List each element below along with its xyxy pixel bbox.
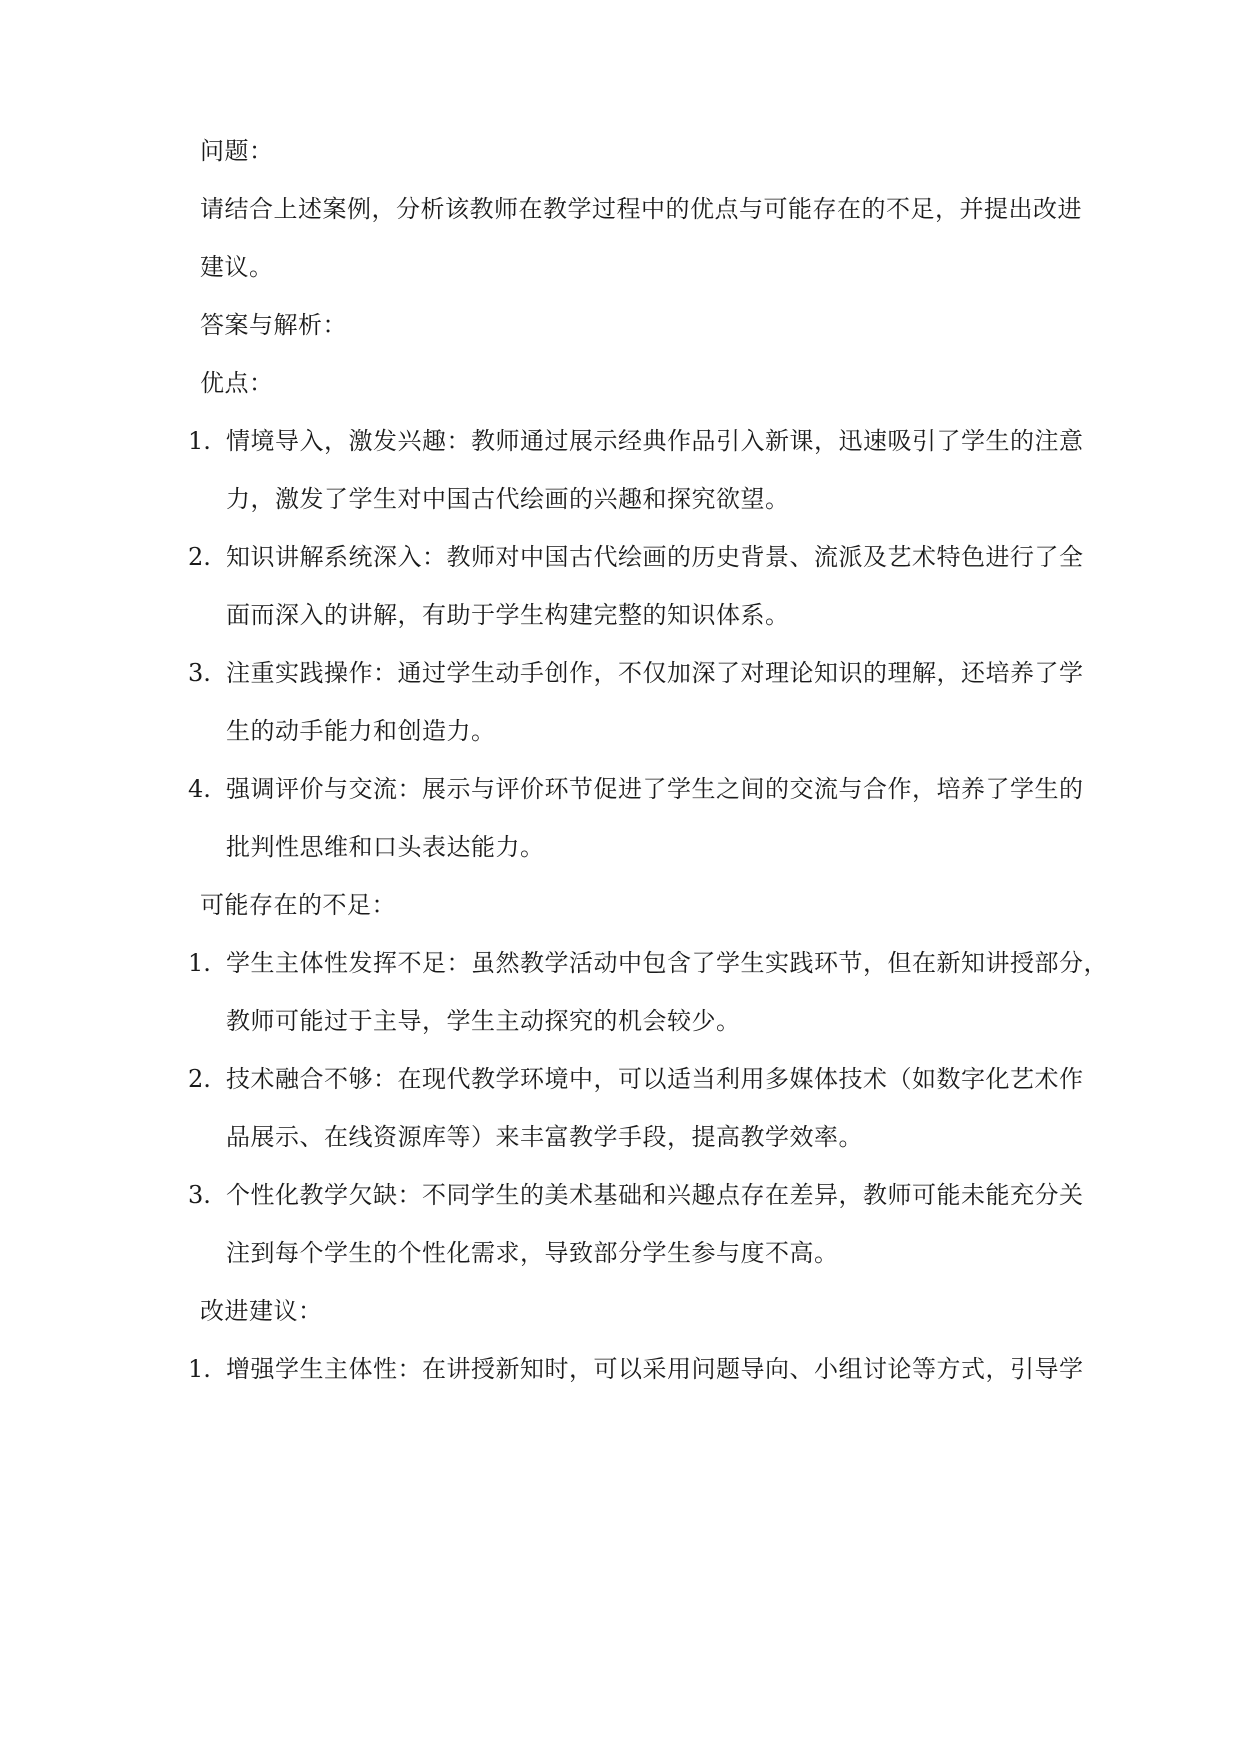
list-item-number: 3. xyxy=(188,659,211,687)
list-item-number: 1. xyxy=(188,949,211,977)
list-item-text: 强调评价与交流：展示与评价环节促进了学生之间的交流与合作，培养了学生的 xyxy=(226,775,1084,803)
list-item-text: 情境导入，激发兴趣：教师通过展示经典作品引入新课，迅速吸引了学生的注意 xyxy=(226,427,1084,455)
list-item-number: 4. xyxy=(188,775,211,803)
list-item-number: 1. xyxy=(188,427,211,455)
list-item-number: 2. xyxy=(188,1065,211,1093)
list-item-number: 3. xyxy=(188,1181,211,1209)
list-item-text-cont: 生的动手能力和创造力。 xyxy=(226,717,496,745)
list-item-text: 学生主体性发挥不足：虽然教学活动中包含了学生实践环节，但在新知讲授部分， xyxy=(226,949,1108,977)
improvements-heading: 改进建议： xyxy=(200,1297,323,1325)
list-item-text-cont: 注到每个学生的个性化需求，导致部分学生参与度不高。 xyxy=(226,1239,839,1267)
list-item-text: 技术融合不够：在现代教学环境中，可以适当利用多媒体技术（如数字化艺术作 xyxy=(226,1065,1084,1093)
list-item-text: 增强学生主体性：在讲授新知时，可以采用问题导向、小组讨论等方式，引导学 xyxy=(226,1355,1084,1383)
answer-heading: 答案与解析： xyxy=(200,311,347,339)
list-item-text-cont: 面而深入的讲解，有助于学生构建完整的知识体系。 xyxy=(226,601,790,629)
strengths-heading: 优点： xyxy=(200,369,274,397)
question-text-line-2: 建议。 xyxy=(200,253,274,281)
list-item-text: 注重实践操作：通过学生动手创作，不仅加深了对理论知识的理解，还培养了学 xyxy=(226,659,1084,687)
list-item-text-cont: 力，激发了学生对中国古代绘画的兴趣和探究欲望。 xyxy=(226,485,790,513)
question-heading: 问题： xyxy=(200,137,274,165)
list-item-text-cont: 教师可能过于主导，学生主动探究的机会较少。 xyxy=(226,1007,741,1035)
list-item-text: 知识讲解系统深入：教师对中国古代绘画的历史背景、流派及艺术特色进行了全 xyxy=(226,543,1084,571)
list-item-number: 1. xyxy=(188,1355,211,1383)
question-text-line-1: 请结合上述案例，分析该教师在教学过程中的优点与可能存在的不足，并提出改进 xyxy=(200,195,1082,223)
weaknesses-heading: 可能存在的不足： xyxy=(200,891,396,919)
list-item-number: 2. xyxy=(188,543,211,571)
list-item-text-cont: 批判性思维和口头表达能力。 xyxy=(226,833,545,861)
list-item-text-cont: 品展示、在线资源库等）来丰富教学手段，提高教学效率。 xyxy=(226,1123,863,1151)
list-item-text: 个性化教学欠缺：不同学生的美术基础和兴趣点存在差异，教师可能未能充分关 xyxy=(226,1181,1084,1209)
